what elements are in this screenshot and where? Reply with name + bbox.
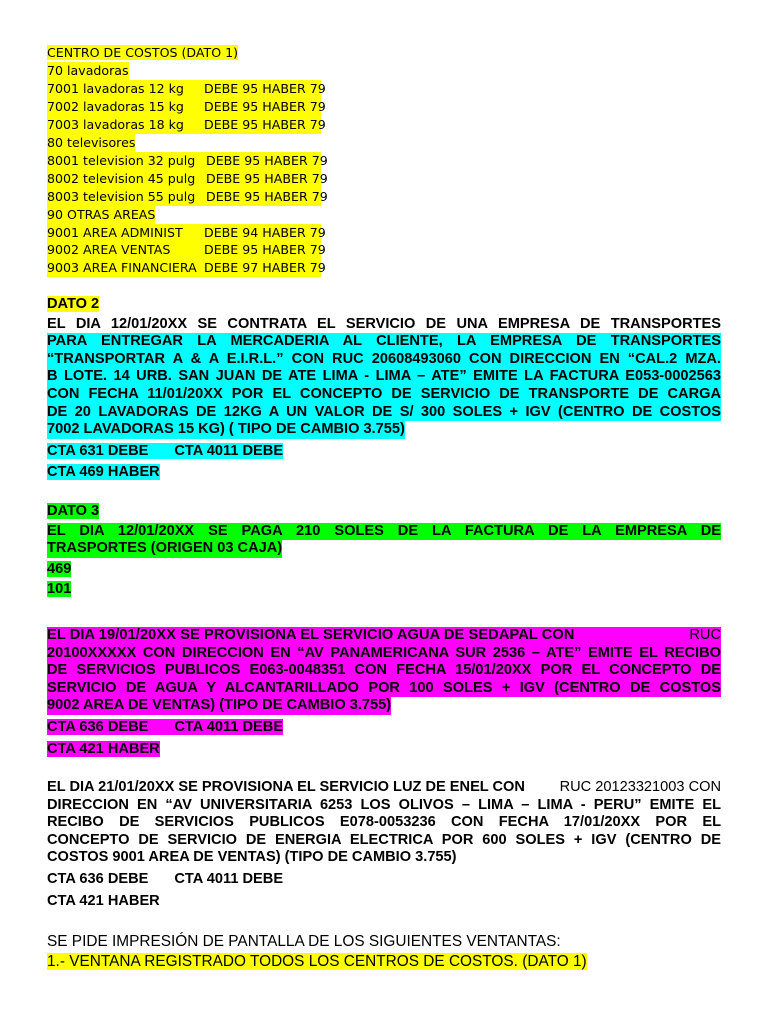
dato5-line1-rest: RUC 20123321003 CON	[559, 779, 721, 795]
cost-center-row	[47, 152, 328, 170]
cost-center-name: 8003 television 55 pulg	[47, 188, 196, 204]
dato5-first-line	[47, 779, 721, 797]
cost-center-entry: DEBE 94 HABER 79	[204, 224, 326, 240]
cost-center-row	[47, 224, 326, 242]
dato4-section	[47, 627, 721, 758]
cost-center-name: 9003 AREA FINANCIERA	[47, 260, 197, 276]
cost-center-name: 8002 television 45 pulg	[47, 170, 196, 186]
cost-center-row	[47, 241, 326, 259]
dato4-debe1: CTA 636 DEBE	[47, 718, 149, 735]
cost-center-row-highlight	[47, 134, 135, 152]
cost-center-row-highlight	[47, 224, 326, 242]
footer-item-1-text: 1.- VENTANA REGISTRADO TODOS LOS CENTROS DE COSTOS. (DATO 1)	[47, 953, 587, 970]
cost-center-name: 7003 lavadoras 18 kg	[47, 116, 184, 132]
cost-center-row	[47, 134, 321, 152]
cost-center-row-highlight	[47, 259, 326, 277]
dato4-line: 20100XXXXX CON DIRECCION EN “AV PANAMERICANA SUR 2536 – ATE” EMITE EL RECIBO	[47, 644, 721, 661]
dato2-line: EL DIA 12/01/20XX SE CONTRATA EL SERVICIO DE UNA EMPRESA DE TRANSPORTES	[47, 315, 721, 332]
cost-center-row-highlight	[47, 116, 326, 134]
cost-center-entry: DEBE 95 HABER 79	[204, 116, 326, 132]
cost-center-name: 7001 lavadoras 12 kg	[47, 80, 184, 96]
dato2-line: DE 20 LAVADORAS DE 12KG A UN VALOR DE S/ 300 SOLES + IGV (CENTRO DE COSTOS	[47, 403, 721, 420]
dato4-line: SERVICIO DE AGUA Y ALCANTARILLADO POR 100 SOLES + IGV (CENTRO DE COSTOS	[47, 679, 721, 696]
cost-center-name: 9002 AREA VENTAS	[47, 242, 171, 258]
dato4-debe2: CTA 4011 DEBE	[174, 718, 284, 735]
cost-center-row-highlight	[47, 80, 326, 98]
dato2-line: PARA ENTREGAR LA MERCADERIA AL CLIENTE, LA EMPRESA DE TRANSPORTES	[47, 333, 721, 350]
dato5-line: CONCEPTO DE SERVICIO DE ENERGIA ELECTRICA POR 600 SOLES + IGV (CENTRO DE	[47, 831, 721, 848]
cost-center-entry: DEBE 97 HABER 79	[204, 260, 326, 276]
cost-center-title	[47, 44, 321, 62]
cost-center-row	[47, 188, 328, 206]
dato3-line: EL DIA 12/01/20XX SE PAGA 210 SOLES DE LA FACTURA DE LA EMPRESA DE	[47, 522, 721, 539]
dato3-heading: DATO 3	[47, 503, 100, 519]
dato4-line: 9002 AREA DE VENTAS) (TIPO DE CAMBIO 3.755)	[47, 697, 392, 714]
dato3-section	[47, 503, 721, 599]
cost-center-row	[47, 62, 321, 80]
dato4-haber: CTA 421 HABER	[47, 740, 160, 757]
dato2-line: 7002 LAVADORAS 15 KG) ( TIPO DE CAMBIO 3.755)	[47, 421, 405, 438]
cost-center-title-text: CENTRO DE COSTOS (DATO 1)	[47, 45, 239, 60]
dato2-haber: CTA 469 HABER	[47, 464, 160, 481]
cost-center-name: 90 OTRAS AREAS	[47, 206, 156, 222]
cost-center-name: 9001 AREA ADMINIST	[47, 224, 183, 240]
dato2-debe1: CTA 631 DEBE	[47, 442, 149, 459]
dato4-first-line	[47, 627, 721, 645]
cost-center-row	[47, 259, 326, 277]
cost-center-entry: DEBE 95 HABER 79	[206, 152, 328, 168]
cost-center-entry: DEBE 95 HABER 79	[204, 98, 326, 114]
footer-item-1	[47, 953, 587, 971]
cost-center-row-highlight	[47, 241, 326, 259]
cost-center-row-highlight	[47, 62, 129, 80]
dato5-debit-accounts	[47, 871, 283, 887]
cost-center-row	[47, 98, 326, 116]
cost-center-row-highlight	[47, 206, 155, 224]
cost-center-name: 8001 television 32 pulg	[47, 152, 196, 168]
dato4-debit-accounts	[47, 719, 283, 735]
cost-center-entry: DEBE 95 HABER 79	[206, 170, 328, 186]
dato3-line: TRASPORTES (ORIGEN 03 CAJA)	[47, 540, 283, 557]
cost-center-entry: DEBE 95 HABER 79	[206, 188, 328, 204]
dato2-line: CON FECHA 11/01/20XX POR EL CONCEPTO DE SERVICIO DE TRANSPORTE DE CARGA	[47, 385, 721, 402]
dato5-section	[47, 779, 721, 910]
dato2-line: B LOTE. 14 URB. SAN JUAN DE ATE LIMA - LIMA – ATE” EMITE LA FACTURA E053-0002563	[47, 368, 721, 385]
cost-center-row-highlight	[47, 98, 326, 116]
cost-center-rows	[47, 62, 328, 277]
cost-center-entry: DEBE 95 HABER 79	[204, 242, 326, 258]
cost-center-row-highlight	[47, 188, 328, 206]
cost-center-name: 70 lavadoras	[47, 62, 129, 78]
cost-center-entry: DEBE 95 HABER 79	[204, 80, 326, 96]
dato2-line: “TRANSPORTAR A & A E.I.R.L.” CON RUC 20608493060 CON DIRECCION EN “CAL.2 MZA.	[47, 350, 721, 367]
dato5-line: COSTOS 9001 AREA DE VENTAS) (TIPO DE CAMBIO 3.755)	[47, 849, 457, 866]
cost-center-row-highlight	[47, 170, 328, 188]
dato5-line1-bold: EL DIA 21/01/20XX SE PROVISIONA EL SERVICIO LUZ DE ENEL CON	[47, 779, 525, 795]
dato5-debe2: CTA 4011 DEBE	[174, 870, 284, 887]
dato5-debe1: CTA 636 DEBE	[47, 870, 149, 887]
dato5-line: DIRECCION EN “AV UNIVERSITARIA 6253 LOS OLIVOS – LIMA – LIMA - PERU” EMITE EL	[47, 796, 721, 813]
cost-center-row-highlight	[47, 152, 328, 170]
footer-request: SE PIDE IMPRESIÓN DE PANTALLA DE LOS SIGUIENTES VENTANTAS:	[47, 933, 561, 950]
cost-center-row	[47, 170, 328, 188]
cost-center-row	[47, 80, 326, 98]
cost-center-list	[47, 44, 328, 277]
dato5-haber: CTA 421 HABER	[47, 892, 160, 909]
dato2-debit-accounts	[47, 443, 283, 459]
dato3-account-2: 101	[47, 581, 72, 598]
dato2-body	[47, 316, 721, 334]
dato4-line1-rest: RUC	[689, 627, 721, 643]
cost-center-row	[47, 116, 326, 134]
dato2-debe2: CTA 4011 DEBE	[174, 442, 284, 459]
cost-center-name: 80 televisores	[47, 134, 136, 150]
dato4-line: DE SERVICIOS PUBLICOS E063-0048351 CON FECHA 15/01/20XX POR EL CONCEPTO DE	[47, 662, 721, 679]
dato4-line1-bold: EL DIA 19/01/20XX SE PROVISIONA EL SERVICIO AGUA DE SEDAPAL CON	[47, 627, 575, 643]
dato5-line: RECIBO DE SERVICIOS PUBLICOS E078-0053236 CON FECHA 17/01/20XX POR EL	[47, 814, 721, 831]
cost-center-row	[47, 206, 321, 224]
dato3-account-1: 469	[47, 560, 72, 577]
dato2-section	[47, 296, 721, 482]
dato2-heading: DATO 2	[47, 296, 100, 312]
cost-center-name: 7002 lavadoras 15 kg	[47, 98, 184, 114]
